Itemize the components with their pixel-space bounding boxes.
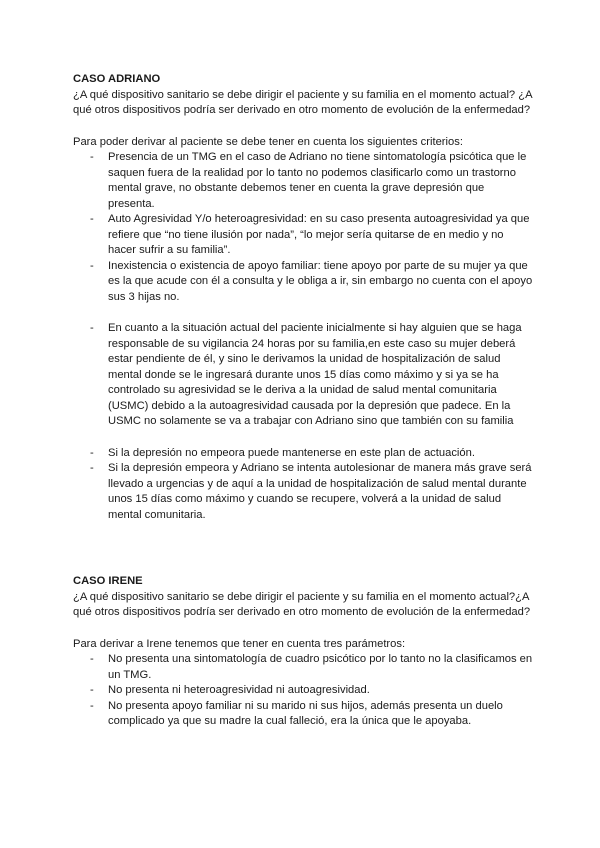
bullet-dash: - — [90, 446, 94, 459]
case-irene-intro: Para derivar a Irene tenemos que tener en cuenta tres parámetros: — [73, 637, 406, 650]
bullet-dash: - — [90, 699, 94, 712]
case-irene-section — [73, 574, 533, 730]
outcomes-list — [73, 446, 533, 524]
case-adriano-question: ¿A qué dispositivo sanitario se debe dirigir el paciente y su familia en el momento actual? ¿A qué otros dispositivos podría ser derivado en otro momento de evolución de la enfermedad? — [73, 88, 532, 116]
param-agresividad: No presenta ni heteroagresividad ni autoagresividad. — [108, 684, 370, 696]
case-adriano-section — [73, 72, 533, 523]
criterion-agresividad: Auto Agresividad Y/o heteroagresividad: en su caso presenta autoagresividad ya que refiere que “no tiene ilusión por nada”, “lo mejor sería quitarse de en medio y no hacer sufrir a su familia”. — [108, 213, 530, 256]
bullet-dash: - — [90, 213, 94, 225]
case-adriano-intro: Para poder derivar al paciente se debe tener en cuenta los siguientes criterios: — [73, 135, 463, 148]
case-irene-title: CASO IRENE — [73, 575, 143, 587]
case-irene-question: ¿A qué dispositivo sanitario se debe dirigir el paciente y su familia en el momento actual?¿A qué otros dispositivos podría ser derivado en otro momento de evolución de la enfermedad? — [73, 590, 531, 618]
criterion-tmg: Presencia de un TMG en el caso de Adriano no tiene sintomatología psicótica que le saquen fuera de la realidad por lo tanto no podemos clasificarlo como un trastorno mental grave, no obstante debemos tener en cuenta la grave depresión que presenta. — [108, 151, 527, 210]
criteria-list — [73, 150, 533, 305]
list-item — [73, 461, 533, 523]
bullet-dash: - — [90, 462, 94, 474]
param-apoyo-familiar: No presenta apoyo familiar ni su marido ni sus hijos, además presenta un duelo complicado ya que su madre la cual falleció, era la única que le apoyaba. — [108, 699, 503, 727]
case-adriano-title: CASO ADRIANO — [73, 73, 161, 85]
bullet-dash: - — [90, 259, 94, 272]
list-item — [73, 259, 533, 306]
outcome-empeora: Si la depresión empeora y Adriano se intenta autolesionar de manera más grave será llevado a urgencias y de aquí a la unidad de hospitalización de salud mental durante unos 15 días como máximo y cuando se recupere, volverá a la unidad de salud mental comunitaria. — [108, 462, 532, 521]
situation-paragraph: En cuanto a la situación actual del paciente inicialmente si hay alguien que se haga responsable de su vigilancia 24 horas por su familia,en este caso su mujer deberá estar pendiente de él, y sino le derivamos la unidad de hospitalización de salud mental donde se le ingresará durante unos 15 días como máximo y si ya se ha controlado su agresividad se le deriva a la unidad de salud mental comunitaria (USMC) debido a la autoagresividad causada por la depresión que padece. En la USMC no solamente se va a trabajar con Adriano sino que también con su familia — [108, 322, 522, 427]
list-item — [73, 683, 533, 699]
bullet-dash: - — [90, 151, 94, 163]
list-item — [73, 699, 533, 730]
param-sintomatologia: No presenta una sintomatología de cuadro psicótico por lo tanto no la clasificamos en un TMG. — [108, 653, 533, 681]
list-item — [73, 446, 533, 462]
bullet-dash: - — [90, 684, 94, 696]
criterion-apoyo-familiar: Inexistencia o existencia de apoyo familiar: tiene apoyo por parte de su mujer ya que es la que acude con él a consulta y le obliga a ir, sin embargo no cuenta con el apoyo sus 3 hijas no. — [108, 259, 533, 303]
bullet-dash: - — [90, 653, 94, 665]
bullet-dash: - — [90, 322, 94, 334]
list-item — [73, 150, 533, 212]
situation-list — [73, 321, 533, 430]
list-item — [73, 652, 533, 683]
list-item — [73, 212, 533, 259]
outcome-no-empeora: Si la depresión no empeora puede mantenerse en este plan de actuación. — [108, 446, 475, 459]
params-list — [73, 652, 533, 730]
list-item — [73, 321, 533, 430]
